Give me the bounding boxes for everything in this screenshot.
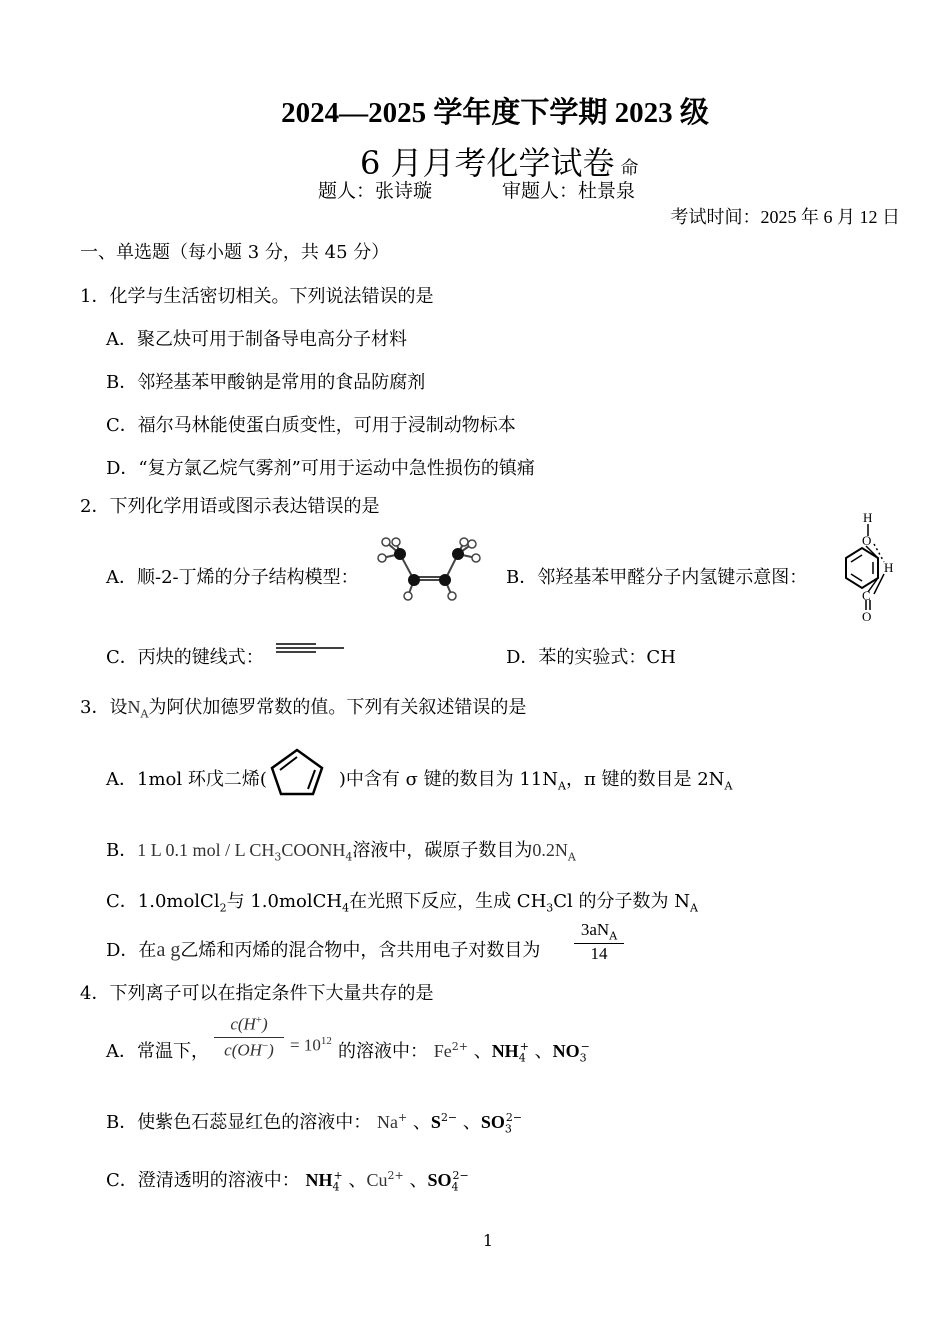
exam-date: 考试时间：2025 年 6 月 12 日	[670, 207, 900, 227]
atom-h-right: H	[884, 560, 894, 575]
cyclopentadiene-structure	[264, 744, 330, 800]
q3-option-a: A．1mol 环戊二烯( )中含有 σ 键的数目为 $11N_A$，π 键的数目是 $2N_A$	[106, 769, 733, 793]
q3-option-c: C．1.0molCl$_2$与 1.0molCH$_4$在光照下反应，生成 $CH_3Cl$ 的分子数为 $N_A$	[106, 891, 698, 915]
atom-o-bottom: O	[862, 609, 872, 624]
atom-h-top: H	[863, 510, 873, 525]
propyne-skeletal-formula	[274, 640, 346, 656]
salicylaldehyde-hydrogen-bond-diagram	[822, 510, 902, 626]
question-2-stem: 2．下列化学用语或图示表达错误的是	[80, 496, 380, 517]
title-suffix: 命	[620, 158, 639, 179]
q1-option-b: B．邻羟基苯甲酸钠是常用的食品防腐剂	[106, 372, 426, 393]
q2-option-c: C．丙炔的键线式：	[106, 647, 264, 668]
reviewer: 审题人：杜景泉	[502, 180, 636, 202]
atom-c-bottom: C	[862, 588, 871, 603]
q4-a-concentration-ratio: c(H+) c(OH−)	[214, 1014, 284, 1060]
q4-a-value: = $10^{12}$	[290, 1035, 332, 1055]
q3-d-fraction: $3aN_A$ 14	[574, 920, 624, 964]
q1-option-c: C．福尔马林能使蛋白质变性，可用于浸制动物标本	[106, 415, 516, 436]
cis-2-butene-ball-stick-model	[372, 536, 484, 606]
question-3-stem: 3．设$N_A$为阿伏加德罗常数的值。下列有关叙述错误的是	[80, 697, 527, 721]
exam-title: 2024—2025 学年度下学期 2023 级	[281, 97, 709, 129]
q2-option-d: D．苯的实验式：CH	[506, 647, 676, 668]
atom-o-top: O	[862, 533, 872, 548]
exam-subtitle: 6 月月考化学试卷 命	[360, 144, 639, 182]
section-heading: 一、单选题（每小题 3 分，共 45 分）	[80, 242, 390, 263]
q4-option-a: 的溶液中： $Fe^{2+}$ 、$NH_4^+$ 、$NO_3^-$	[338, 1040, 590, 1065]
setter: 题人：张诗璇	[318, 180, 433, 202]
q3-option-d: D．在a g乙烯和丙烯的混合物中，含共用电子对数目为	[106, 939, 541, 961]
question-4-stem: 4．下列离子可以在指定条件下大量共存的是	[80, 983, 434, 1004]
q4-option-b: B．使紫色石蕊显红色的溶液中： Na+ 、$S^{2-}$ 、$SO_3^{2-}$	[106, 1111, 523, 1136]
exam-staff	[318, 176, 635, 203]
q1-option-a: A．聚乙炔可用于制备导电高分子材料	[106, 329, 407, 350]
q3-option-b: B．1 L 0.1 mol / L $CH_3COONH_4$溶液中，碳原子数目为$0.2N_A$	[106, 840, 576, 864]
page-number: 1	[482, 1231, 494, 1250]
q4-option-a-label: A．常温下，	[106, 1041, 209, 1062]
q4-option-c: C．澄清透明的溶液中： $NH_4^+$ 、$Cu^{2+}$ 、$SO_4^{2-}$	[106, 1169, 469, 1194]
question-1-stem: 1．化学与生活密切相关。下列说法错误的是	[80, 286, 434, 307]
q2-option-b: B．邻羟基苯甲醛分子内氢键示意图：	[506, 567, 808, 588]
q1-option-d: D．“复方氯乙烷气雾剂”可用于运动中急性损伤的镇痛	[106, 458, 535, 479]
q2-option-a: A．顺-2-丁烯的分子结构模型：	[106, 567, 359, 588]
